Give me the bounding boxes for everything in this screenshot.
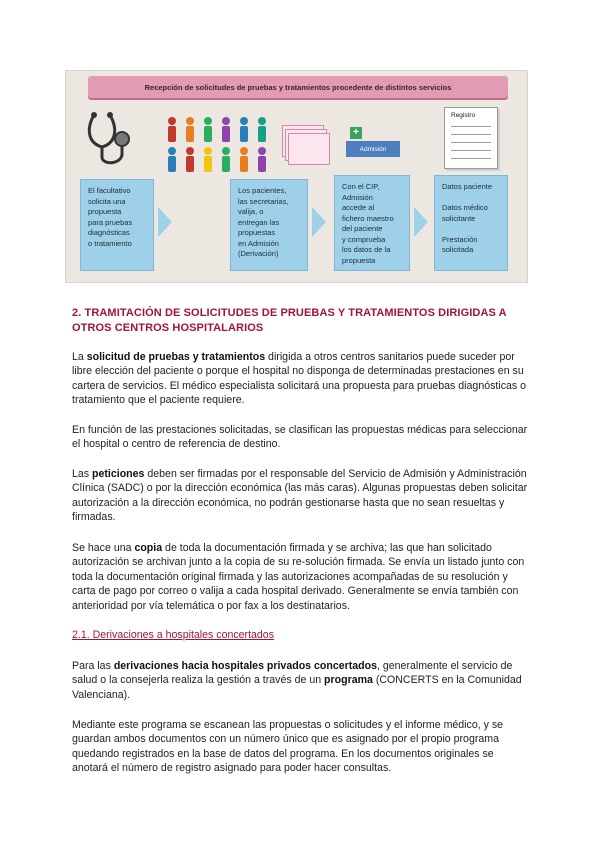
paragraph-3: Las peticiones deben ser firmadas por el responsable del Servicio de Admisión y Administración Clínica (SADC) o por la dirección económica (las más caras). Algunas propuestas deben solicitar autorización a la dirección económica, no podrán gestionarse hasta que no sean resueltas y firmadas. (72, 468, 528, 524)
paragraph-5: Para las derivaciones hacia hospitales privados concertados, generalmente el servicio de salud o la consejerla realiza la gestión a través de un programa (CONCERTS en la Comunidad Valenciana). (72, 660, 522, 701)
section-2-1-heading: 2.1. Derivaciones a hospitales concertados (72, 629, 274, 641)
paragraph-1: La solicitud de pruebas y tratamientos dirigida a otros centros sanitarios puede suceder por libre elección del paciente o porque el hospital no disponga de determinadas prestaciones en su cartera de servicios. El médico especialista solicitará una propuesta para pruebas diagnósticas o tratamiento que el paciente requiere. (72, 351, 527, 407)
registro-label: Registro (451, 112, 476, 119)
step-box-1: El facultativo solicita una propuesta para pruebas diagnósticas o tratamiento (80, 179, 154, 271)
arrow-right-icon (312, 207, 326, 237)
figure-banner: Recepción de solicitudes de pruebas y tratamientos procedente de distintos servicios (88, 76, 508, 98)
arrow-right-icon (158, 207, 172, 237)
paragraph-4: Se hace una copia de toda la documentación firmada y se archiva; las que han solicitado autorización se archivan junto a la copia de su re-solución firmada. Se envía un listado junto con toda la documentación original firmada y las autorizaciones acompañadas de su resolución y carta de pago por correo o valija a cada hospital derivado. Generalmente se envía también con anterioridad por vía telemática o por fax a los destinatarios. (72, 542, 525, 612)
admision-icon (346, 125, 400, 169)
stethoscope-icon (80, 109, 140, 169)
step-box-2: Los pacientes, las secretarias, valija, o entregan las propuestas en Admisión (Derivación) (230, 179, 308, 271)
step-box-3: Con el CIP, Admisión accede al fichero maestro del paciente y comprueba los datos de la propuesta (334, 175, 410, 271)
section-2-heading: 2. TRAMITACIÓN DE SOLICITUDES DE PRUEBAS Y TRATAMIENTOS DIRIGIDAS A OTROS CENTROS HOSPITALARIOS (72, 307, 507, 334)
bold-term: programa (324, 674, 373, 687)
people-icon (162, 115, 282, 177)
bold-term: copia (134, 542, 163, 554)
registro-document-icon (444, 107, 498, 169)
process-figure (65, 70, 528, 283)
paragraph-2: En función de las prestaciones solicitadas, se clasifican las propuestas médicas para seleccionar el hospital o centro de referencia de destino. (72, 424, 528, 451)
paragraph-6: Mediante este programa se escanean las propuestas o solicitudes y el informe médico, y se guardan ambos documentos con un número único que es asignado por el propio programa quedando registrados en la base de datos del programa. En los documentos originales se anotará el número de registro asignado para poder hacer consultas. (72, 719, 504, 775)
plus-icon: + (350, 127, 362, 139)
bold-term: peticiones (92, 468, 145, 480)
documents-stack-icon (282, 125, 328, 169)
bold-term: derivaciones hacia hospitales privados concertados (113, 660, 377, 672)
admision-label: Admisión (346, 141, 400, 157)
arrow-right-icon (414, 207, 428, 237)
bold-term: solicitud de pruebas y tratamientos (86, 351, 266, 363)
step-box-4: Datos paciente Datos médico solicitante Prestación solicitada (434, 175, 508, 271)
